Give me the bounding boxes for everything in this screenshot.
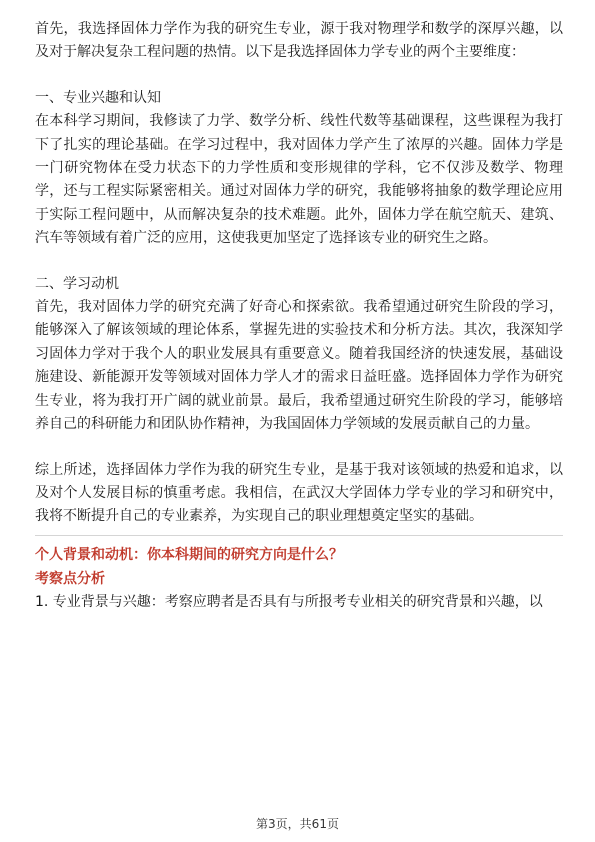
page-number: 第3页，共61页 xyxy=(256,817,339,831)
document-page xyxy=(35,18,563,614)
intro-paragraph: 首先，我选择固体力学作为我的研究生专业，源于我对物理学和数学的深厚兴趣，以及对于解决复杂工程问题的热情。以下是我选择固体力学专业的两个主要维度： xyxy=(35,21,563,61)
analysis-title: 考察点分析 xyxy=(35,570,105,587)
interview-question: 个人背景和动机：你本科期间的研究方向是什么？ xyxy=(35,546,343,563)
section2-heading: 二、学习动机 xyxy=(35,275,119,292)
section2-body: 首先，我对固体力学的研究充满了好奇心和探索欲。我希望通过研究生阶段的学习，能够深入了解该领域的理论体系，掌握先进的实验技术和分析方法。其次，我深知学习固体力学对于我个人的职业发展具有重要意义。随着我国经济的快速发展，基础设施建设、新能源开发等领域对固体力学人才的需求日益旺盛。选择固体力学作为研究生专业，将为我打开广阔的就业前景。最后，我希望通过研究生阶段的学习，能够培养自己的科研能力和团队协作精神，为我国固体力学领域的发展贡献自己的力量。 xyxy=(35,299,563,433)
section1-heading: 一、专业兴趣和认知 xyxy=(35,89,161,106)
section-divider xyxy=(35,535,563,536)
analysis-point-1: 1. 专业背景与兴趣：考察应聘者是否具有与所报考专业相关的研究背景和兴趣，以 xyxy=(35,593,543,610)
section1-body: 在本科学习期间，我修读了力学、数学分析、线性代数等基础课程，这些课程为我打下了扎实的理论基础。在学习过程中，我对固体力学产生了浓厚的兴趣。固体力学是一门研究物体在受力状态下的力学性质和变形规律的学科，它不仅涉及数学、物理学，还与工程实际紧密相关。通过对固体力学的研究，我能够将抽象的数学理论应用于实际工程问题中，从而解决复杂的技术难题。此外，固体力学在航空航天、建筑、汽车等领域有着广泛的应用，这使我更加坚定了选择该专业的研究生之路。 xyxy=(35,113,563,247)
conclusion-paragraph: 综上所述，选择固体力学作为我的研究生专业，是基于我对该领域的热爱和追求，以及对个人发展目标的慎重考虑。我相信，在武汉大学固体力学专业的学习和研究中，我将不断提升自己的专业素养，为实现自己的职业理想奠定坚实的基础。 xyxy=(35,461,563,525)
